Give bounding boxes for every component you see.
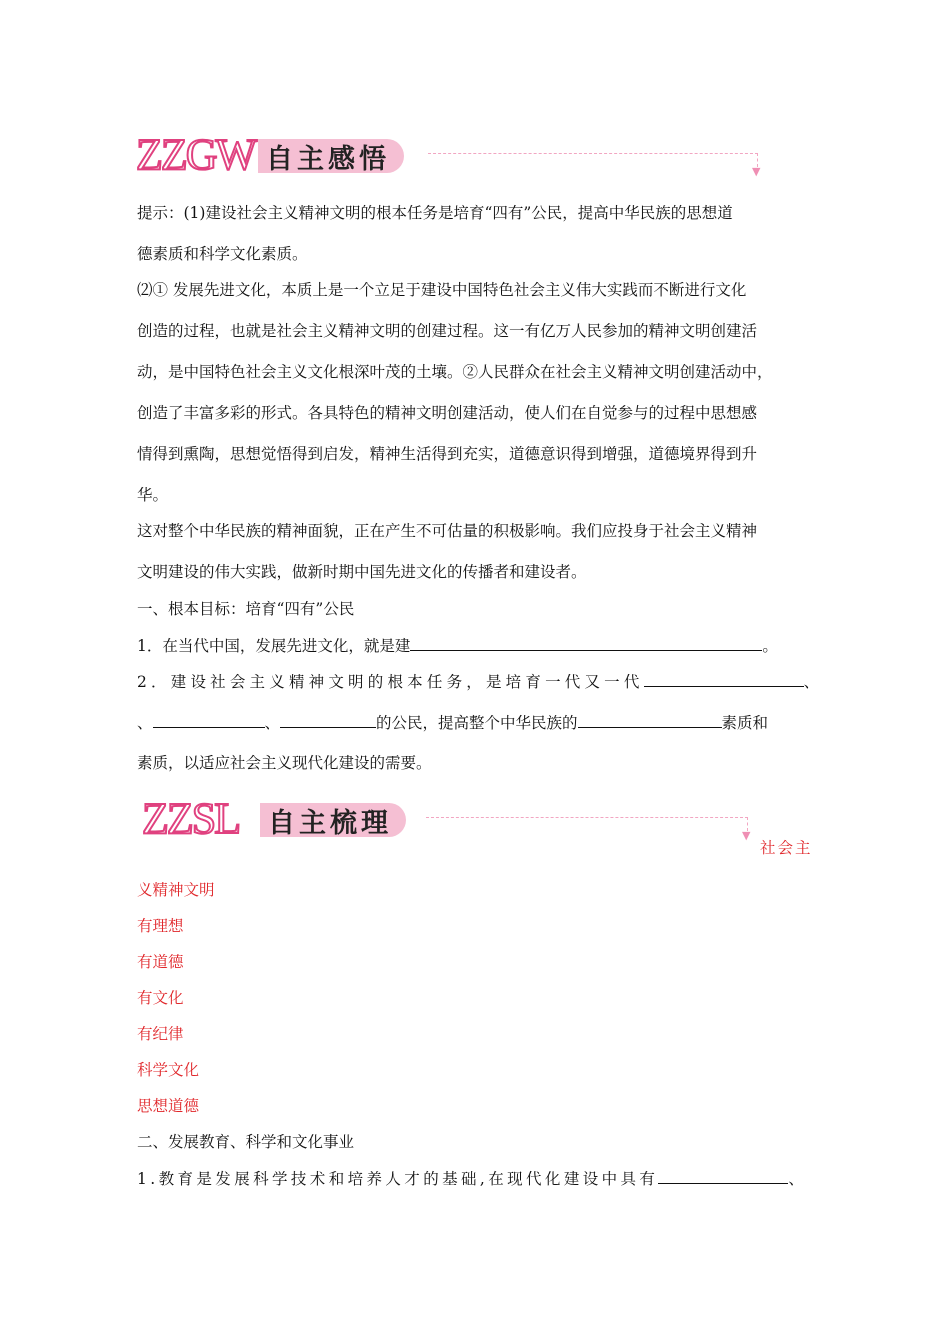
hint-line-6: 创造了丰富多彩的形式。各具特色的精神文明创建活动，使人们在自觉参与的过程中思想感 (137, 404, 758, 422)
arrow-down-icon: ▼ (742, 829, 751, 842)
question-text: 、 (264, 714, 281, 732)
hint-line-1: 提示：(1)建设社会主义精神文明的根本任务是培育“四有”公民，提高中华民族的思想道 (137, 204, 733, 222)
answer-blank[interactable] (280, 712, 376, 728)
hint-line-4: 创造的过程，也就是社会主义精神文明的创建过程。这一有亿万人民参加的精神文明创建活 (137, 322, 758, 340)
arrow-down-icon: ▼ (752, 165, 761, 178)
banner-title: 自主感悟 (266, 143, 390, 175)
answer-item: 有文化 (137, 989, 184, 1007)
banner-letters: ZZSL (142, 794, 240, 843)
question-1-2-end: 素质，以适应社会主义现代化建设的需要。 (137, 754, 432, 772)
section-heading-2: 二、发展教育、科学和文化事业 (137, 1133, 355, 1151)
question-text: 素质和 (721, 714, 769, 732)
banner-title-pill (260, 803, 406, 837)
question-1-2-cont (137, 712, 768, 733)
question-text: 、 (137, 714, 153, 732)
hint-line-10: 文明建设的伟大实践，做新时期中国先进文化的传播者和建设者。 (137, 563, 587, 581)
answer-blank[interactable] (410, 635, 762, 651)
section-heading-1: 一、根本目标：培育“四有”公民 (137, 600, 355, 618)
question-2-1 (137, 1168, 804, 1189)
hint-line-3: ⑵① 发展先进文化，本质上是一个立足于建设中国特色社会主义伟大实践而不断进行文化 (137, 281, 747, 299)
answer-blank[interactable] (153, 712, 265, 728)
answer-item: 科学文化 (137, 1061, 200, 1079)
answer-item: 义精神文明 (137, 881, 215, 899)
hint-line-8: 华。 (137, 486, 169, 504)
answer-item: 有道德 (137, 953, 184, 971)
question-1-1 (137, 635, 778, 656)
hint-line-7: 情得到熏陶，思想觉悟得到启发，精神生活得到充实，道德意识得到增强，道德境界得到升 (137, 445, 758, 463)
answer-blank[interactable] (578, 712, 722, 728)
banner-title-pill (258, 139, 404, 173)
answer-item: 有理想 (137, 917, 184, 935)
banner-zzsl (136, 794, 776, 843)
question-1-2 (137, 671, 819, 692)
question-text: 1．在当代中国，发展先进文化，就是建 (137, 637, 411, 655)
answer-blank[interactable] (658, 1168, 788, 1184)
banner-zzgw (136, 130, 776, 179)
question-text: 1.教育是发展科学技术和培养人才的基础,在现代化建设中具有 (137, 1170, 659, 1188)
hint-line-2: 德素质和科学文化素质。 (137, 245, 308, 263)
question-text: 2．建设社会主义精神文明的根本任务，是培育一代又一代 (137, 673, 644, 691)
answer-text: 社会主 (760, 839, 813, 857)
banner-letters: ZZGW (136, 130, 256, 179)
answer-blank[interactable] (644, 671, 804, 687)
answer-item: 有纪律 (137, 1025, 184, 1043)
banner-dash-line (426, 817, 748, 818)
question-text: 的公民，提高整个中华民族的 (376, 714, 578, 732)
answer-item: 思想道德 (137, 1097, 200, 1115)
question-text: 。 (762, 637, 778, 655)
question-text: 、 (803, 673, 820, 691)
question-text: 、 (788, 1170, 804, 1188)
banner-title: 自主梳理 (268, 807, 392, 839)
banner-dash-line (428, 153, 758, 154)
hint-line-5: 动，是中国特色社会主义文化根深叶茂的土壤。②人民群众在社会主义精神文明创建活动中， (137, 363, 773, 381)
hint-line-9: 这对整个中华民族的精神面貌，正在产生不可估量的积极影响。我们应投身于社会主义精神 (137, 522, 758, 540)
